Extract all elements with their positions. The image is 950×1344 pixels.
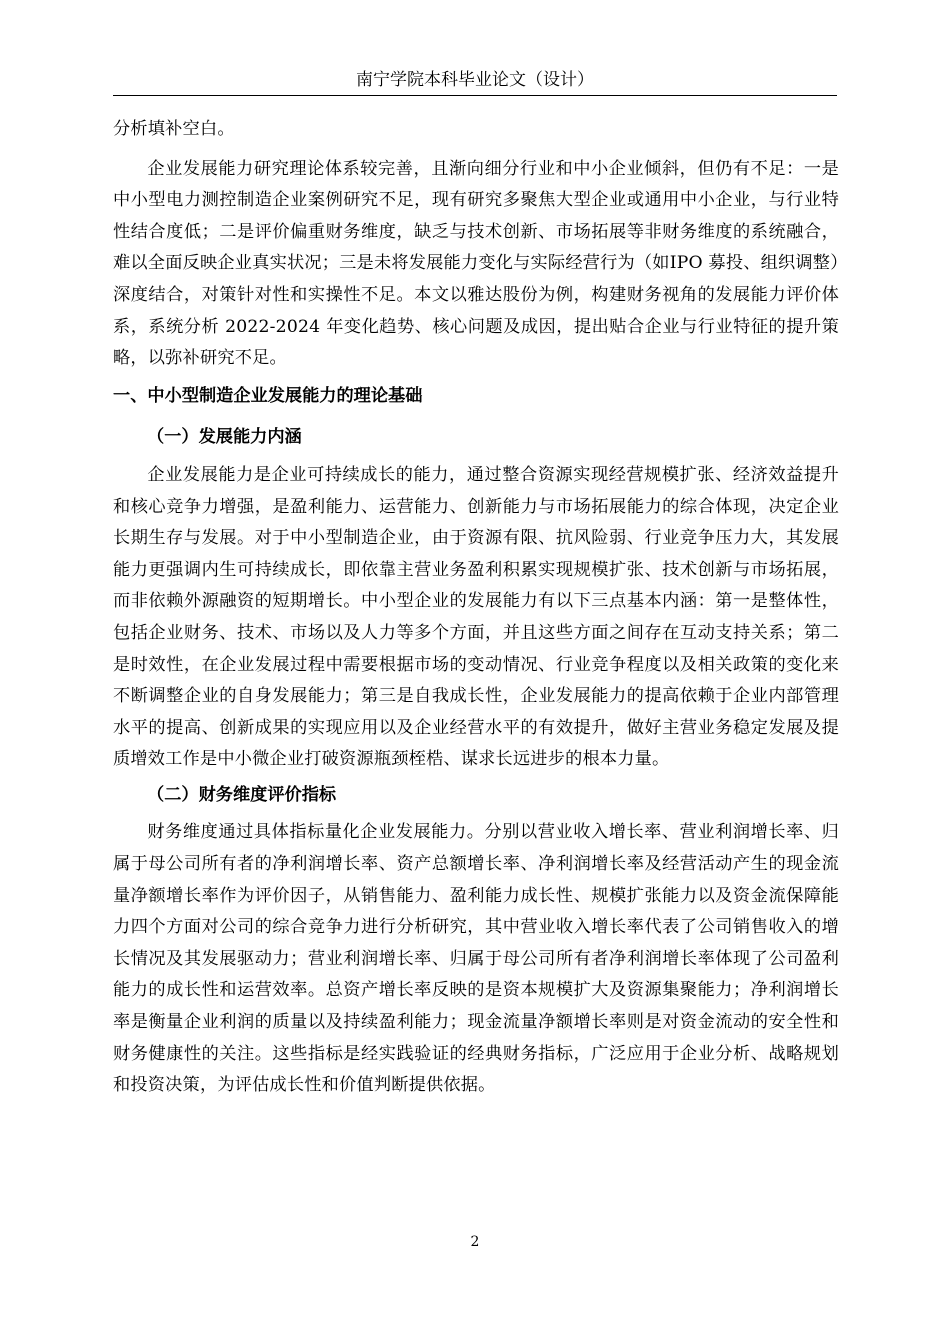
paragraph-research-gap: 企业发展能力研究理论体系较完善，且渐向细分行业和中小企业倾斜，但仍有不足：一是中小型电力测控制造企业案例研究不足，现有研究多聚焦大型企业或通用中小企业，与行业特性结合度低；二是评价偏重财务维度，缺乏与技术创新、市场拓展等非财务维度的系统融合，难以全面反映企业真实状况；三是未将发展能力变化与实际经营行为（如IPO 募投、组织调整）深度结合，对策针对性和实操性不足。本文以雅达股份为例，构建财务视角的发展能力评价体系，系统分析 2022-2024 年变化趋势、核心问题及成因，提出贴合企业与行业特征的提升策略，以弥补研究不足。 — [113, 158, 839, 369]
page-body — [113, 114, 839, 1102]
running-header: 南宁学院本科毕业论文（设计） — [356, 70, 594, 90]
paragraph-connotation: 企业发展能力是企业可持续成长的能力，通过整合资源实现经营规模扩张、经济效益提升和核心竞争力增强，是盈利能力、运营能力、创新能力与市场拓展能力的综合体现，决定企业长期生存与发展。对于中小型制造企业，由于资源有限、抗风险弱、行业竞争压力大，其发展能力更强调内生可持续成长，即依靠主营业务盈利积累实现规模扩张、技术创新与市场拓展，而非依赖外源融资的短期增长。中小型企业的发展能力有以下三点基本内涵：第一是整体性，包括企业财务、技术、市场以及人力等多个方面，并且这些方面之间存在互动支持关系；第二是时效性，在企业发展过程中需要根据市场的变动情况、行业竞争程度以及相关政策的变化来不断调整企业的自身发展能力；第三是自我成长性，企业发展能力的提高依赖于企业内部管理水平的提高、创新成果的实现应用以及企业经营水平的有效提升，做好主营业务稳定发展及提质增效工作是中小微企业打破资源瓶颈桎梏、谋求长远进步的根本力量。 — [113, 464, 839, 770]
page-number: 2 — [470, 1234, 480, 1250]
subsection-heading-connotation: （一）发展能力内涵 — [147, 427, 302, 448]
header-rule — [113, 95, 837, 96]
subsection-heading-indicators: （二）财务维度评价指标 — [147, 784, 337, 805]
section-heading: 一、中小型制造企业发展能力的理论基础 — [113, 385, 423, 406]
paragraph-continued: 分析填补空白。 — [113, 119, 235, 139]
paragraph-gap — [113, 146, 839, 154]
paragraph-indicators: 财务维度通过具体指标量化企业发展能力。分别以营业收入增长率、营业利润增长率、归属于母公司所有者的净利润增长率、资产总额增长率、净利润增长率及经营活动产生的现金流量净额增长率作为评价因子，从销售能力、盈利能力成长性、规模扩张能力以及资金流保障能力四个方面对公司的综合竞争力进行分析研究，其中营业收入增长率代表了公司销售收入的增长情况及其发展驱动力；营业利润增长率、归属于母公司所有者净利润增长率体现了公司盈利能力的成长性和运营效率。总资产增长率反映的是资本规模扩大及资源集聚能力；净利润增长率是衡量企业利润的质量以及持续盈利能力；现金流量净额增长率则是对资金流动的安全性和财务健康性的关注。这些指标是经实践验证的经典财务指标，广泛应用于企业分析、战略规划和投资决策，为评估成长性和价值判断提供依据。 — [113, 822, 839, 1096]
